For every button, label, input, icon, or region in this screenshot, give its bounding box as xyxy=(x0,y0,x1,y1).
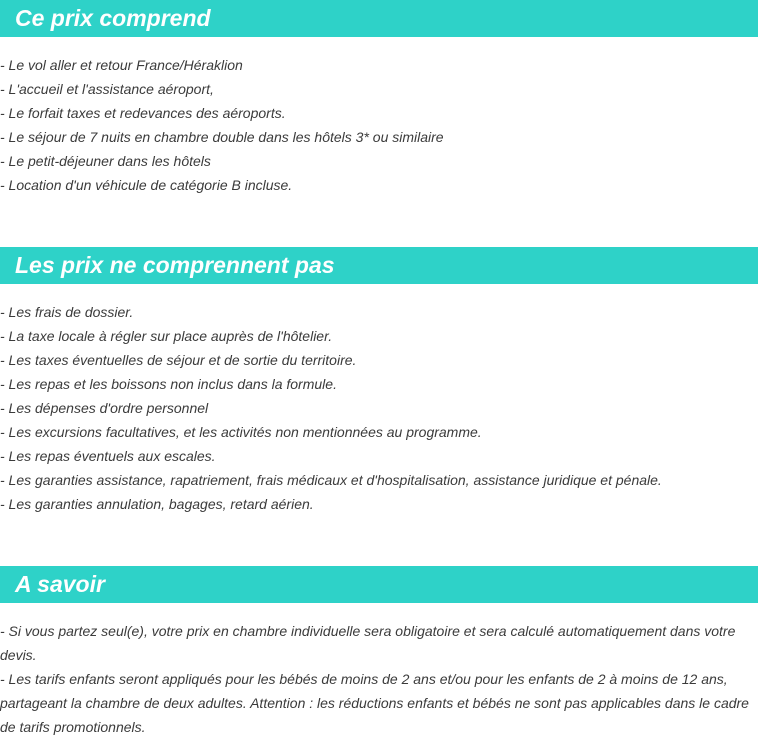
list-item: - Le forfait taxes et redevances des aéroports. xyxy=(0,105,286,121)
list-item: - Le petit-déjeuner dans les hôtels xyxy=(0,153,211,169)
list-item: - Les tarifs enfants seront appliqués pour les bébés de moins de 2 ans et/ou pour les enfants de 2 à moins de 12 ans, partageant la chambre de deux adultes. Attention : les réductions enfants et bébés ne sont pas applicables dans le cadre de tarifs promotionnels. xyxy=(0,671,749,735)
list-item: - Le vol aller et retour France/Héraklion xyxy=(0,57,243,73)
list-item: - Si vous partez seul(e), votre prix en chambre individuelle sera obligatoire et sera calculé automatiquement dans votre devis. xyxy=(0,623,736,663)
list-item: - Les taxes éventuelles de séjour et de sortie du territoire. xyxy=(0,352,357,368)
list-item: - Les excursions facultatives, et les activités non mentionnées au programme. xyxy=(0,424,482,440)
section-title: Les prix ne comprennent pas xyxy=(15,252,335,278)
list-item: - La taxe locale à régler sur place auprès de l'hôtelier. xyxy=(0,328,333,344)
section-title: A savoir xyxy=(15,571,105,597)
list-item: - L'accueil et l'assistance aéroport, xyxy=(0,81,214,97)
list-item: - Les dépenses d'ordre personnel xyxy=(0,400,209,416)
list-item: - Location d'un véhicule de catégorie B incluse. xyxy=(0,177,293,193)
list-item: - Les garanties assistance, rapatriement, frais médicaux et d'hospitalisation, assistance juridique et pénale. xyxy=(0,472,662,488)
list-item: - Les frais de dossier. xyxy=(0,304,134,320)
price-includes-list xyxy=(0,53,758,197)
section-header-price-excludes xyxy=(0,247,758,284)
list-item: - Le séjour de 7 nuits en chambre double dans les hôtels 3* ou similaire xyxy=(0,129,444,145)
price-excludes-list xyxy=(0,300,758,516)
list-item: - Les repas et les boissons non inclus dans la formule. xyxy=(0,376,337,392)
section-title: Ce prix comprend xyxy=(15,5,211,31)
list-item: - Les garanties annulation, bagages, retard aérien. xyxy=(0,496,314,512)
section-header-good-to-know xyxy=(0,566,758,603)
section-header-price-includes xyxy=(0,0,758,37)
good-to-know-list xyxy=(0,619,758,739)
list-item: - Les repas éventuels aux escales. xyxy=(0,448,216,464)
